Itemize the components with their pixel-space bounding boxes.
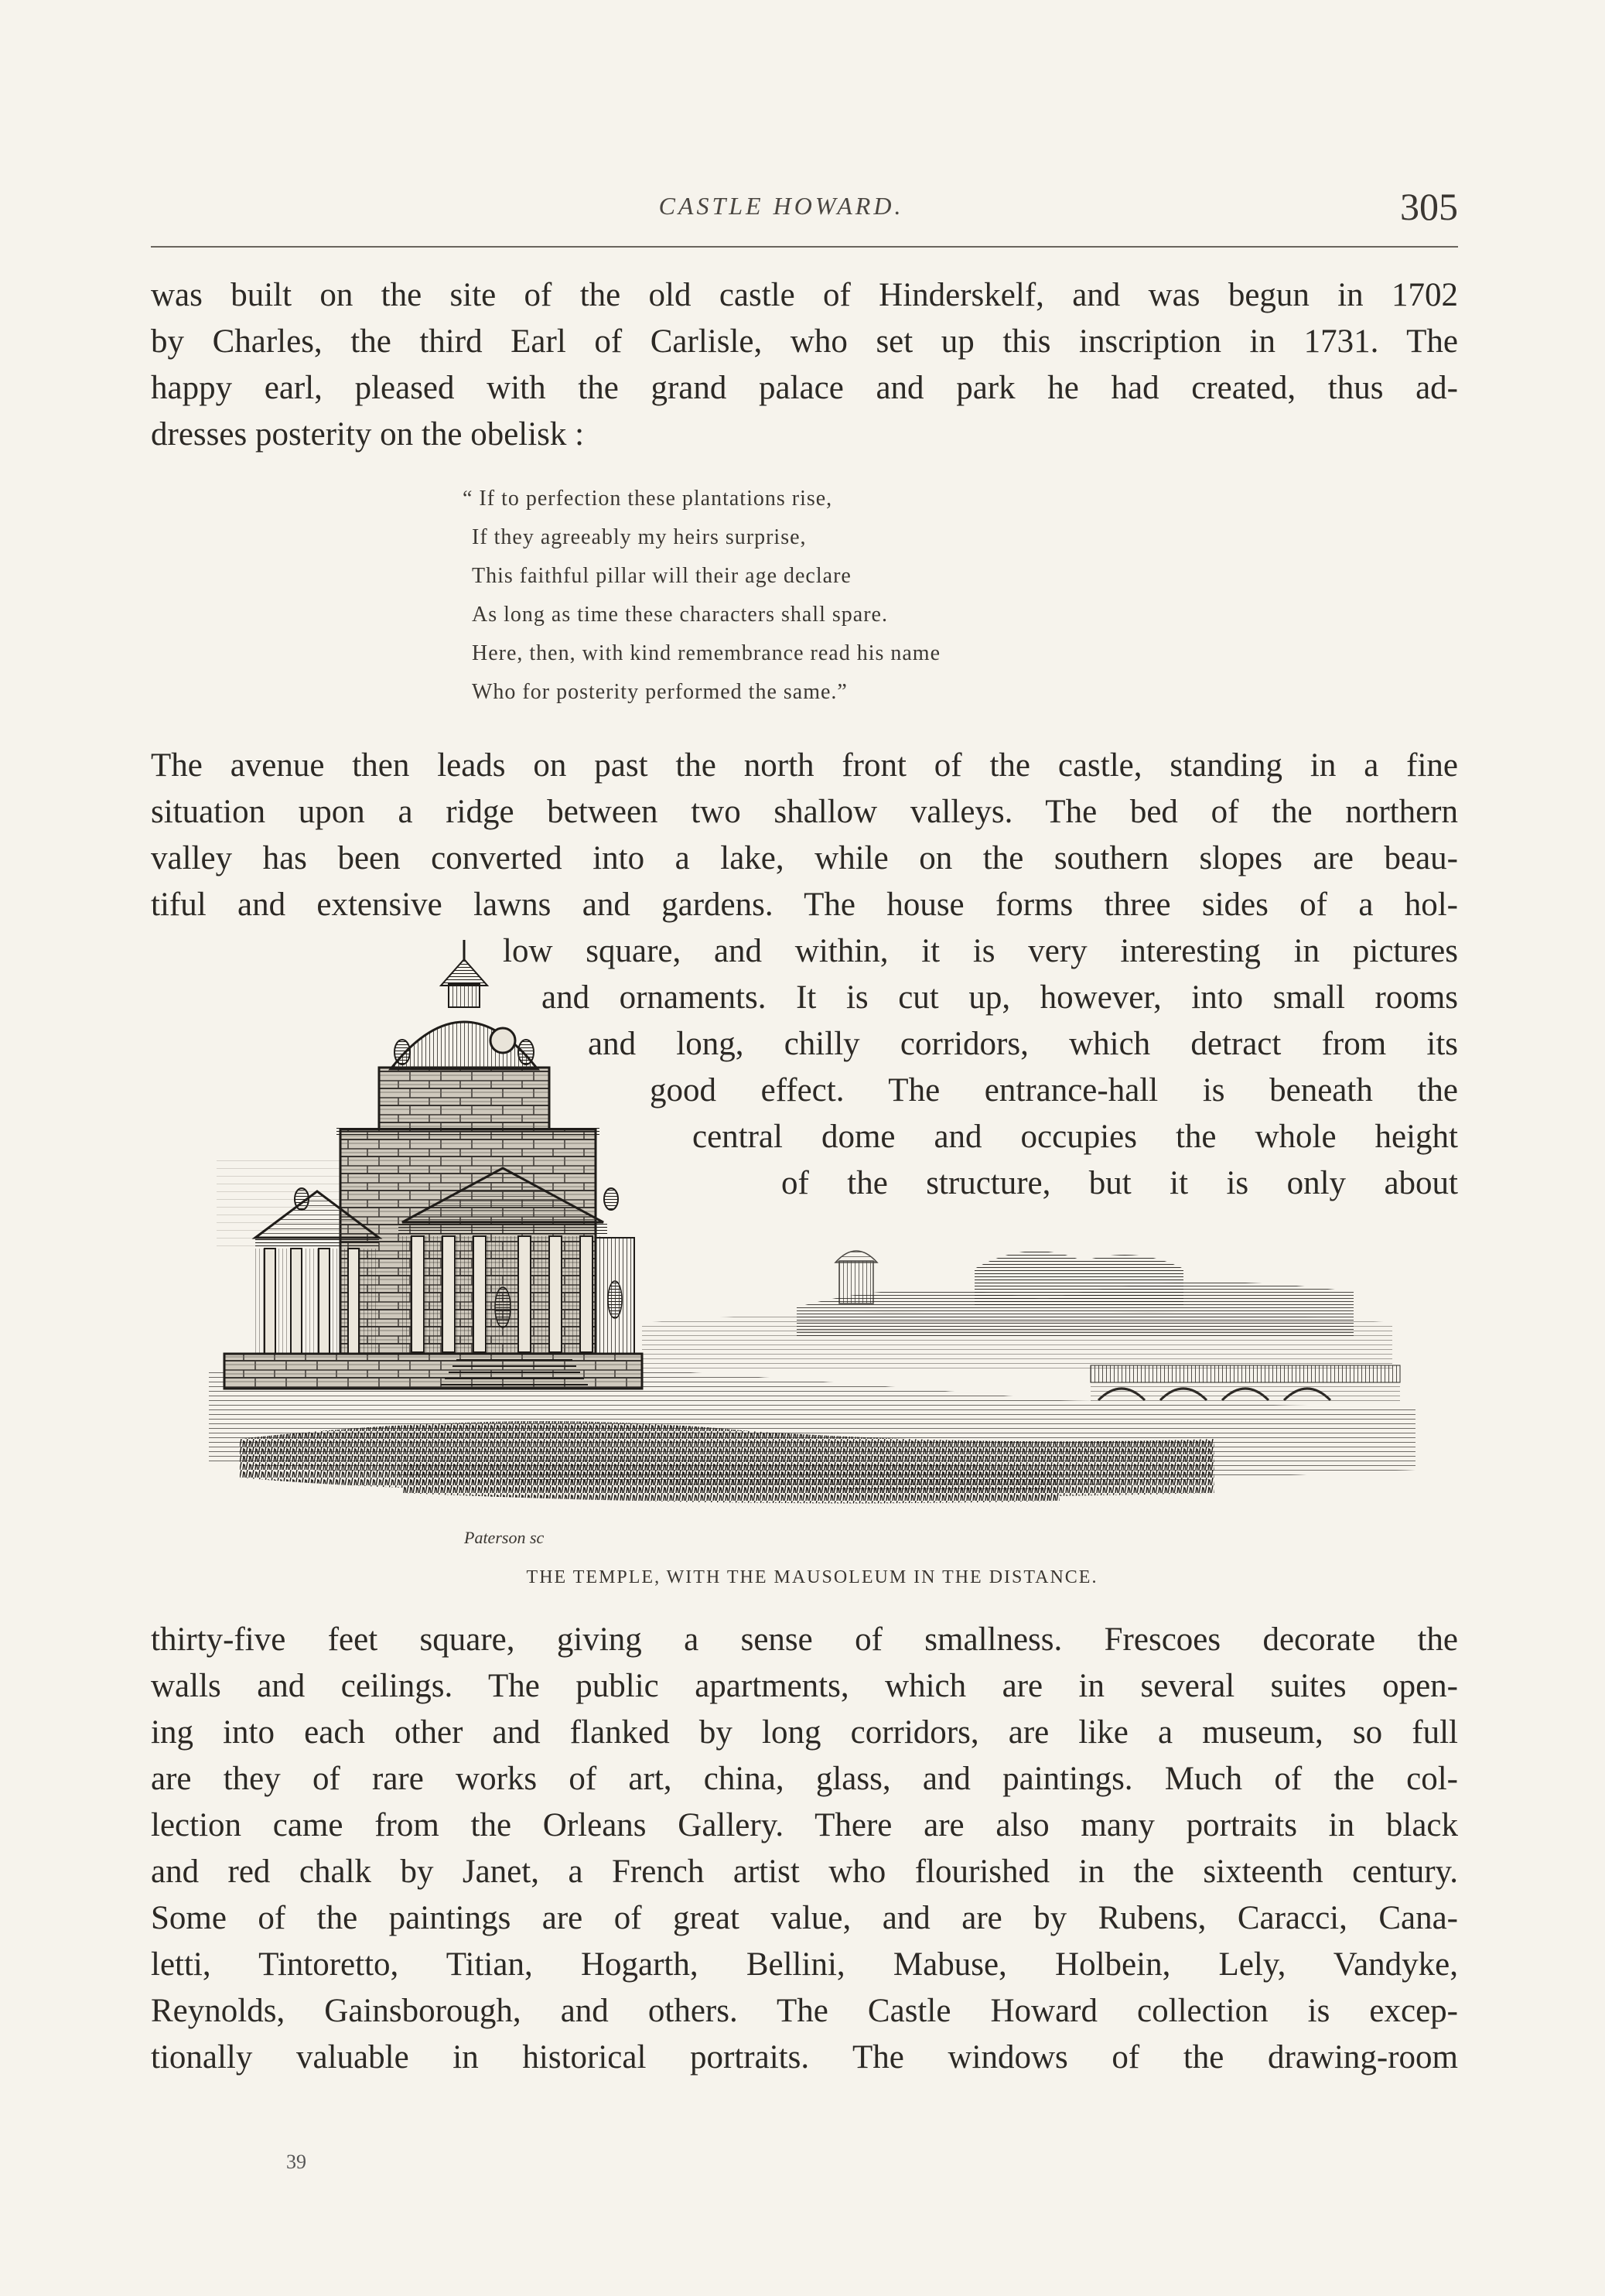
verse-line: “ If to perfection these plantations rise,	[463, 487, 833, 511]
text-line: and ornaments. It is cut up, however, into small rooms	[541, 979, 1458, 1016]
paragraph-2	[151, 743, 1458, 928]
text-line: Some of the paintings are of great value, and are by Rubens, Caracci, Cana-	[151, 1900, 1458, 1936]
text-line: tiful and extensive lawns and gardens. The house forms three sides of a hol-	[151, 887, 1458, 923]
verse-line: Who for posterity performed the same.”	[472, 680, 848, 704]
obelisk-inscription	[463, 480, 1168, 712]
text-line: good effect. The entrance-hall is beneath the	[650, 1072, 1458, 1109]
text-line: was built on the site of the old castle of Hinderskelf, and was begun in 1702	[151, 277, 1458, 313]
text-line: tionally valuable in historical portraits. The windows of the drawing-room	[151, 2039, 1458, 2076]
bridge	[1091, 1365, 1400, 1402]
text-line: and long, chilly corridors, which detract from its	[588, 1026, 1458, 1062]
verse-line: This faithful pillar will their age declare	[472, 564, 852, 588]
text-line: by Charles, the third Earl of Carlisle, who set up this inscription in 1731. The	[151, 323, 1458, 360]
text-line: thirty-five feet square, giving a sense of smallness. Frescoes decorate the	[151, 1621, 1458, 1658]
text-line: happy earl, pleased with the grand palace and park he had created, thus ad-	[151, 370, 1458, 406]
paragraph-1	[151, 272, 1458, 458]
figure-caption: THE TEMPLE, WITH THE MAUSOLEUM IN THE DISTANCE.	[526, 1567, 1098, 1587]
signature-mark: 39	[286, 2151, 306, 2173]
text-line: are they of rare works of art, china, glass, and paintings. Much of the col-	[151, 1761, 1458, 1797]
verse-line: If they agreeably my heirs surprise,	[472, 525, 807, 549]
header-rule	[151, 246, 1458, 248]
text-line: Reynolds, Gainsborough, and others. The Castle Howard collection is excep-	[151, 1993, 1458, 2029]
temple-engraving	[209, 936, 1415, 1594]
text-line: ing into each other and flanked by long corridors, are like a museum, so full	[151, 1714, 1458, 1751]
text-line: walls and ceilings. The public apartments, which are in several suites open-	[151, 1668, 1458, 1704]
text-line: lection came from the Orleans Gallery. There are also many portraits in black	[151, 1807, 1458, 1843]
text-line: The avenue then leads on past the north front of the castle, standing in a fine	[151, 747, 1458, 784]
text-line: valley has been converted into a lake, while on the southern slopes are beau-	[151, 840, 1458, 876]
mausoleum	[835, 1251, 877, 1303]
text-line: dresses posterity on the obelisk :	[151, 416, 585, 453]
verse-line: Here, then, with kind remembrance read his name	[472, 641, 941, 665]
text-line: letti, Tintoretto, Titian, Hogarth, Bellini, Mabuse, Holbein, Lely, Vandyke,	[151, 1946, 1458, 1983]
paragraph-3	[151, 1617, 1458, 2081]
verse-line: As long as time these characters shall spare.	[472, 603, 888, 627]
text-line: situation upon a ridge between two shallow valleys. The bed of the northern	[151, 794, 1458, 830]
text-line: central dome and occupies the whole height	[692, 1119, 1458, 1155]
page-number: 305	[1400, 185, 1458, 228]
text-line: of the structure, but it is only about	[781, 1165, 1458, 1201]
text-line: and red chalk by Janet, a French artist who flourished in the sixteenth century.	[151, 1854, 1458, 1890]
running-title: CASTLE HOWARD.	[658, 192, 904, 220]
engraver-signature: Paterson sc	[464, 1528, 545, 1547]
engraving-illustration	[209, 936, 1415, 1594]
text-line: low square, and within, it is very interesting in pictures	[503, 933, 1458, 969]
